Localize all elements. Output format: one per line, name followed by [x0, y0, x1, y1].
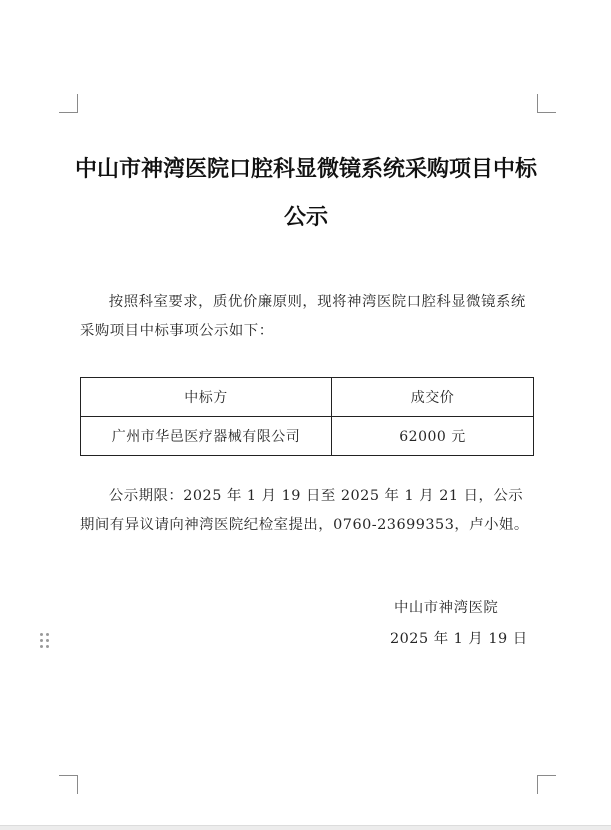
page-bottom-edge: [0, 825, 611, 830]
drag-handle-icon[interactable]: [40, 633, 50, 649]
crop-mark-top-right: [537, 94, 556, 113]
crop-mark-top-left: [59, 94, 78, 113]
table-header-price: 成交价: [332, 378, 534, 417]
crop-mark-bottom-left: [59, 775, 78, 794]
notice-paragraph: 公示期限：2025 年 1 月 19 日至 2025 年 1 月 21 日，公示期间有异议请向神湾医院纪检室提出，0760-23699353，卢小姐。: [80, 488, 529, 533]
crop-mark-bottom-right: [537, 775, 556, 794]
table-header-winner: 中标方: [81, 378, 332, 417]
signature-organization: 中山市神湾医院: [394, 600, 499, 616]
document-title: 中山市神湾医院口腔科显微镜系统采购项目中标公示: [74, 157, 537, 230]
table-cell-winner: 广州市华邑医疗器械有限公司: [81, 417, 332, 456]
signature-date: 2025 年 1 月 19 日: [390, 631, 528, 647]
table-header-row: [81, 378, 534, 417]
table-row: [81, 417, 534, 456]
award-table: [80, 377, 534, 456]
intro-paragraph: 按照科室要求，质优价廉原则，现将神湾医院口腔科显微镜系统采购项目中标事项公示如下：: [80, 294, 526, 339]
table-cell-price: 62000 元: [332, 417, 534, 456]
